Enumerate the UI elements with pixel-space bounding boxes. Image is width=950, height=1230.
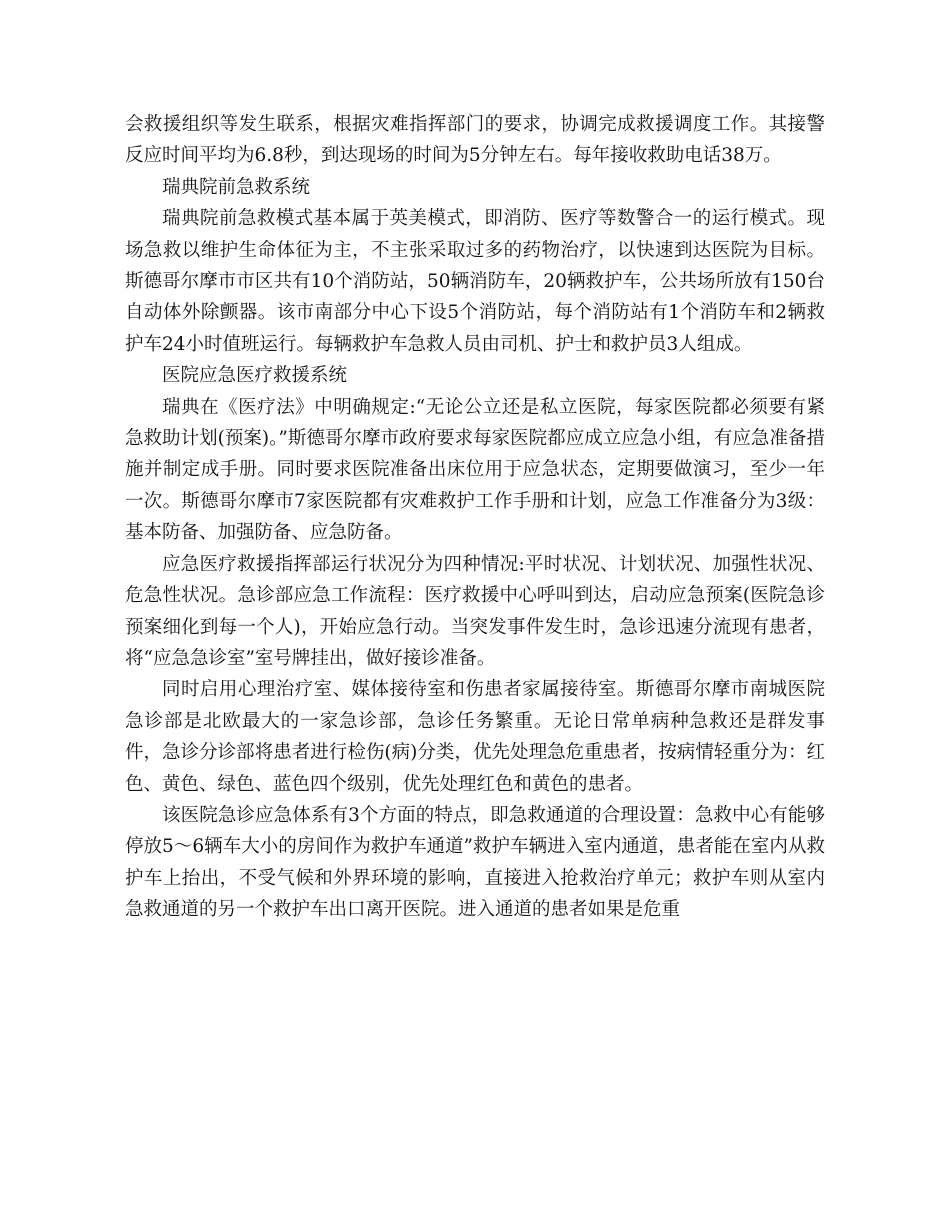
document-body (125, 109, 825, 926)
paragraph-medical-law: 瑞典在《医疗法》中明确规定:“无论公立还是私立医院，每家医院都必须要有紧急救助计划(预案)。”斯德哥尔摩市政府要求每家医院都应成立应急小组，有应急准备措施并制定成手册。同时要求医院准备出床位用于应急状态，定期要做演习，至少一年一次。斯德哥尔摩市7家医院都有灾难救护工作手册和计划，应急工作准备分为3级：基本防备、加强防备、应急防备。 (125, 396, 825, 544)
section-heading-sweden-prehospital: 瑞典院前急救系统 (162, 176, 311, 198)
section-heading-hospital-emergency: 医院应急医疗救援系统 (162, 365, 348, 387)
paragraph-reception-rooms: 同时启用心理治疗室、媒体接待室和伤患者家属接待室。斯德哥尔摩市南城医院急诊部是北欧最大的一家急诊部，急诊任务繁重。无论日常单病种急救还是群发事件，急诊分诊部将患者进行检伤(病)分类，优先处理急危重患者，按病情轻重分为：红色、黄色、绿色、蓝色四个级别，优先处理红色和黄色的患者。 (125, 679, 825, 795)
paragraph-command-status: 应急医疗救援指挥部运行状况分为四种情况:平时状况、计划状况、加强性状况、危急性状况。急诊部应急工作流程：医疗救援中心呼叫到达，启动应急预案(医院急诊预案细化到每一个人)，开始应急行动。当突发事件发生时，急诊迅速分流现有患者，将“应急急诊室”室号牌挂出，做好接诊准备。 (125, 553, 825, 669)
paragraph-sweden-prehospital: 瑞典院前急救模式基本属于英美模式，即消防、医疗等数警合一的运行模式。现场急救以维护生命体征为主，不主张采取过多的药物治疗，以快速到达医院为目标。斯德哥尔摩市市区共有10个消防站，50辆消防车，20辆救护车，公共场所放有150台自动体外除颤器。该市南部分中心下设5个消防站，每个消防站有1个消防车和2辆救护车24小时值班运行。每辆救护车急救人员由司机、护士和救护员3人组成。 (125, 208, 825, 355)
paragraph-emergency-features: 该医院急诊应急体系有3个方面的特点，即急救通道的合理设置：急救中心有能够停放5～6辆车大小的房间作为救护车通道”救护车辆进入室内通道，患者能在室内从救护车上抬出，不受气候和外界环境的影响，直接进入抢救治疗单元；救护车则从室内急救通道的另一个救护车出口离开医院。进入通道的患者如果是危重 (125, 804, 825, 921)
paragraph-continued: 会救援组织等发生联系，根据灾难指挥部门的要求，协调完成救援调度工作。其接警反应时间平均为6.8秒，到达现场的时间为5分钟左右。每年接收救助电话38万。 (125, 114, 825, 167)
